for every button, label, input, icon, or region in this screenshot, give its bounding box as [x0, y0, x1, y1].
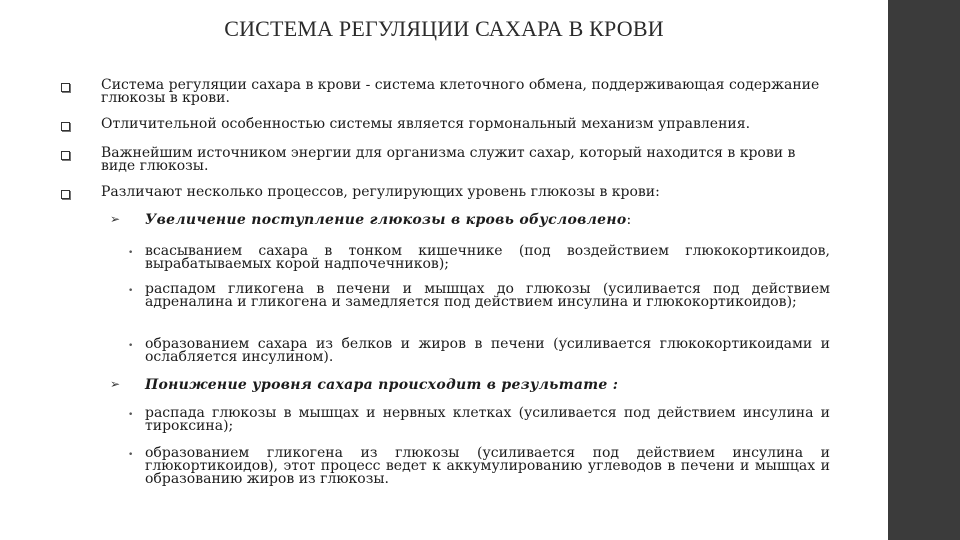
- slide-title: СИСТЕМА РЕГУЛЯЦИИ САХАРА В КРОВИ: [224, 16, 664, 41]
- increase-item-1: всасыванием сахара в тонком кишечнике (под воздействием глюкокортикоидов, вырабатываемых корой надпочечников);: [145, 243, 830, 272]
- dot-bullet-icon: •: [128, 410, 134, 420]
- bullet-text-2: Отличительной особенностью системы является гормональный механизм управления.: [101, 116, 751, 132]
- arrow-bullet-icon: ➢: [110, 212, 121, 226]
- decrease-heading: Понижение уровня сахара происходит в результате :: [145, 377, 619, 393]
- bullet-text-3: Важнейшим источником энергии для организма служит сахар, который находится в крови в виде глюкозы.: [101, 145, 796, 174]
- bullet-text-4: Различают несколько процессов, регулирующих уровень глюкозы в крови:: [101, 184, 660, 200]
- right-sidebar-bar: [888, 0, 960, 540]
- dot-bullet-icon: •: [128, 248, 134, 258]
- square-bullet-icon: [61, 151, 70, 160]
- square-bullet-icon: [61, 83, 70, 92]
- square-bullet-icon: [61, 122, 70, 131]
- decrease-item-2: образованием гликогена из глюкозы (усиливается под действием инсулина и глюкортикоидов), этот процесс ведет к аккумулированию углеводов в печени и мышцах и образованию жиров из глюкозы.: [145, 445, 830, 487]
- increase-item-2: распадом гликогена в печени и мышцах до глюкозы (усиливается под действием адреналина и гликогена и замедляется под действием инсулина и глюкокортикоидов);: [145, 281, 830, 310]
- dot-bullet-icon: •: [128, 341, 134, 351]
- square-bullet-icon: [61, 190, 70, 199]
- increase-item-3: образованием сахара из белков и жиров в печени (усиливается глюкокортикоидами и ослабляется инсулином).: [145, 336, 830, 365]
- increase-heading: Увеличение поступление глюкозы в кровь обусловлено:: [145, 212, 632, 228]
- dot-bullet-icon: •: [128, 450, 134, 460]
- arrow-bullet-icon: ➢: [110, 377, 121, 391]
- bullet-text-1: Система регуляции сахара в крови - система клеточного обмена, поддерживающая содержание глюкозы в крови.: [101, 77, 820, 106]
- dot-bullet-icon: •: [128, 286, 134, 296]
- decrease-item-1: распада глюкозы в мышцах и нервных клетках (усиливается под действием инсулина и тироксина);: [145, 405, 830, 434]
